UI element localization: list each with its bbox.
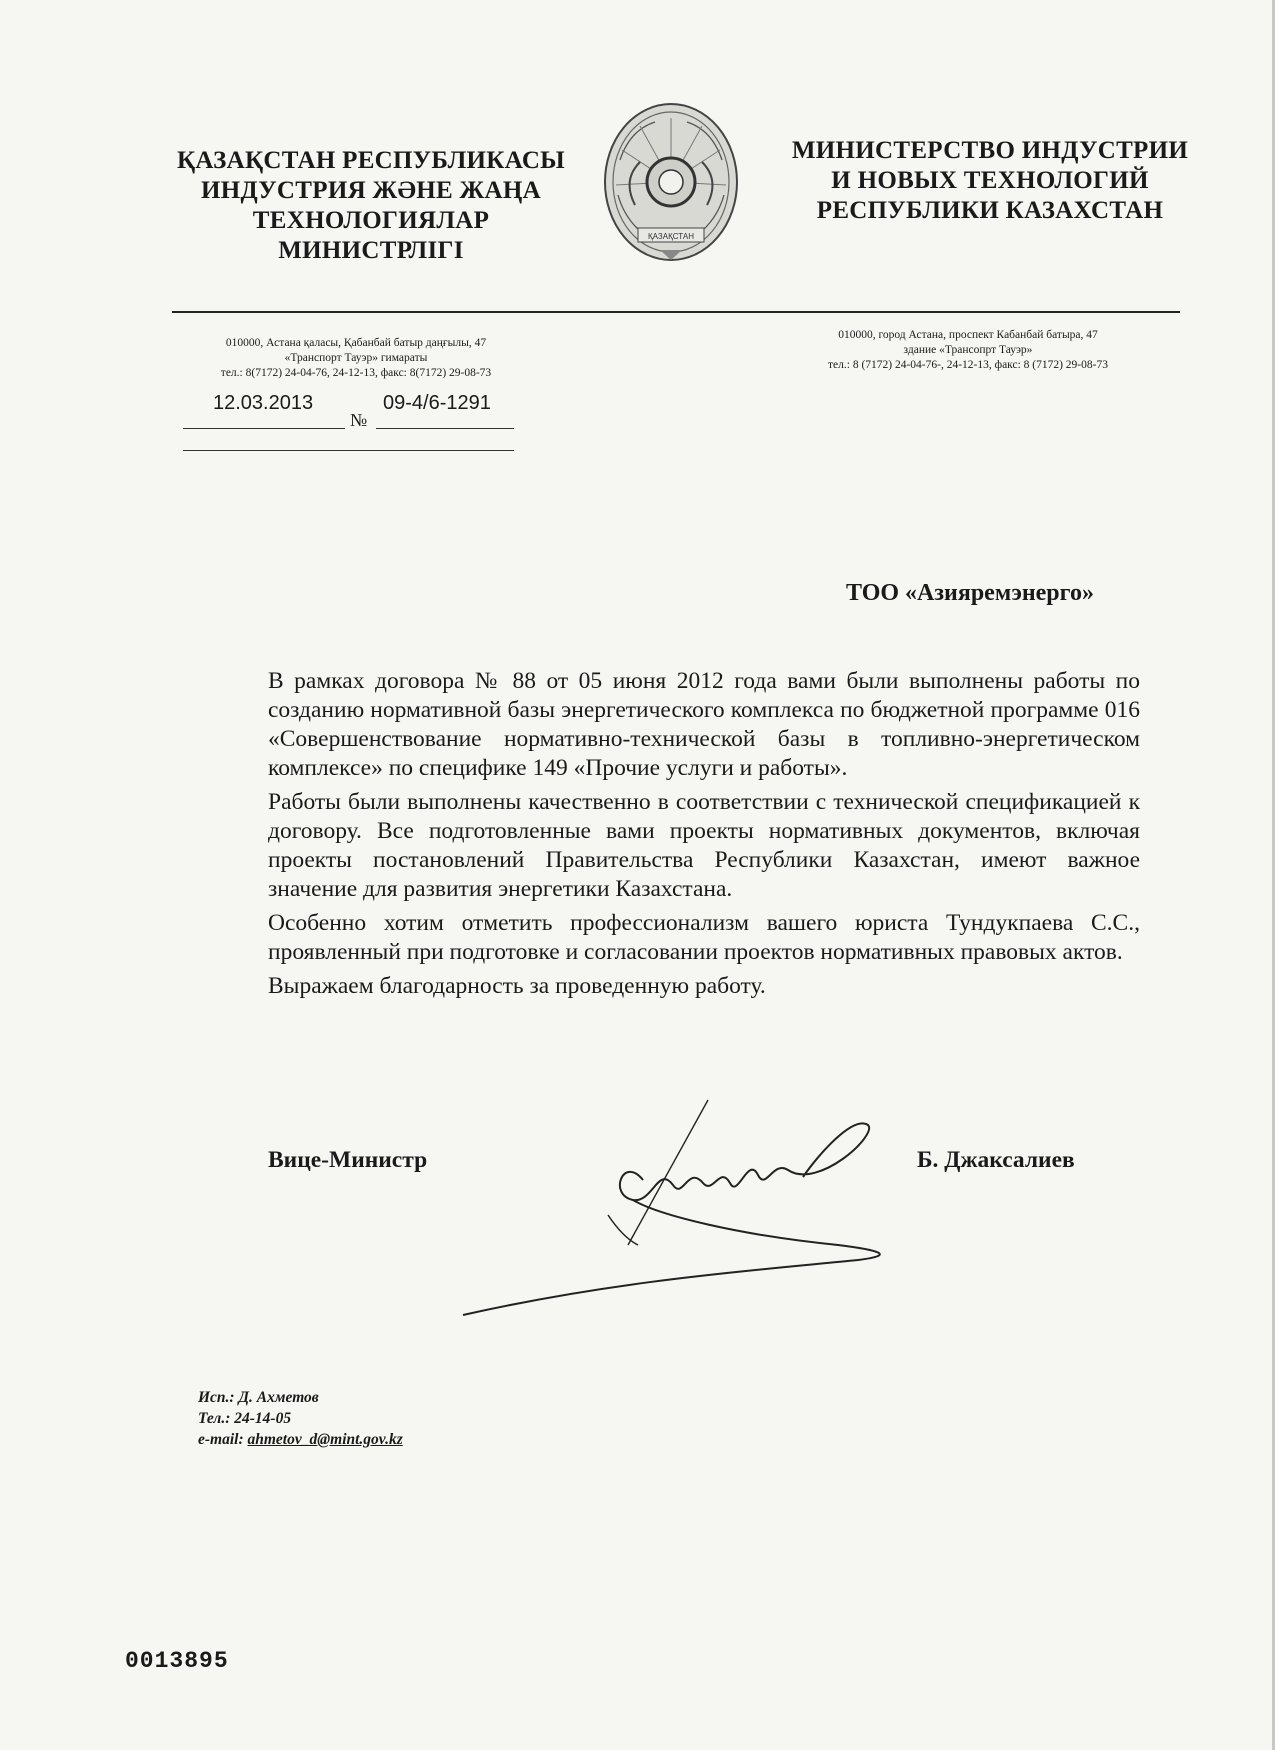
address-russian-line-3: тел.: 8 (7172) 24-04-76-, 24-12-13, факс: 8 (7172) 29-08-73 — [828, 359, 1108, 371]
address-kazakh-line-1: 010000, Астана қаласы, Қабанбай батыр даңғылы, 47 — [225, 337, 487, 349]
header-divider — [172, 311, 1180, 313]
address-kazakh-line-3: тел.: 8(7172) 24-04-76, 24-12-13, факс: 8(7172) 29-08-73 — [220, 367, 492, 379]
executor-name: Исп.: Д. Ахметов — [198, 1389, 319, 1406]
header-kazakh-line-2: ИНДУСТРИЯ ЖӘНЕ ЖАҢА — [200, 177, 542, 204]
outgoing-number: 09-4/6-1291 — [383, 392, 491, 414]
executor-phone: Тел.: 24-14-05 — [198, 1410, 292, 1427]
serial-number: 0013895 — [125, 1648, 229, 1674]
signatory-title: Вице-Министр — [268, 1147, 428, 1173]
header-russian-line-2: И НОВЫХ ТЕХНОЛОГИЙ — [831, 167, 1149, 194]
body-paragraph-1: В рамках договора № 88 от 05 июня 2012 года вами были выполнены работы по созданию нормативной базы энергетического комплекса по бюджетной программе 016 «Совершенствование нормативно-технической базы в топливно-энергетическом комплексе» по специфике 149 «Прочие услуги и работы». — [268, 668, 1140, 781]
header-russian-line-1: МИНИСТЕРСТВО ИНДУСТРИИ — [791, 137, 1189, 164]
executor-email-line — [198, 1429, 403, 1450]
date-underline — [183, 428, 345, 429]
address-russian-line-1: 010000, город Астана, проспект Кабанбай батыра, 47 — [838, 329, 1098, 341]
address-russian — [778, 328, 1158, 373]
signatory-name: Б. Джаксалиев — [917, 1147, 1075, 1173]
letter-body — [268, 667, 1140, 1006]
address-kazakh-line-2: «Транспорт Тауэр» гимараты — [284, 352, 428, 364]
reference-underline — [183, 450, 514, 451]
state-emblem-icon — [600, 100, 742, 265]
address-kazakh — [176, 336, 536, 381]
email-label: e-mail: — [198, 1431, 248, 1448]
number-underline — [376, 428, 514, 429]
header-kazakh-line-1: ҚАЗАҚСТАН РЕСПУБЛИКАСЫ — [176, 147, 566, 174]
executor-block — [198, 1387, 403, 1450]
header-kazakh — [176, 146, 566, 266]
address-russian-line-2: здание «Трансопрт Тауэр» — [903, 344, 1033, 356]
header-kazakh-line-3: ТЕХНОЛОГИЯЛАР МИНИСТРЛІГІ — [252, 207, 490, 264]
outgoing-date: 12.03.2013 — [213, 392, 314, 414]
executor-email: ahmetov_d@mint.gov.kz — [247, 1431, 403, 1448]
header-russian-line-3: РЕСПУБЛИКИ КАЗАХСТАН — [816, 197, 1164, 224]
number-sign: № — [350, 410, 368, 430]
svg-text:ҚАЗАҚСТАН: ҚАЗАҚСТАН — [648, 232, 694, 241]
handwritten-signature — [458, 1095, 1058, 1325]
body-paragraph-2: Работы были выполнены качественно в соответствии с технической спецификацией к договору. Все подготовленные вами проекты нормативных документов, включая проекты постановлений Правительства Республики Казахстан, имеют важное значение для развития энергетики Казахстана. — [268, 789, 1140, 902]
addressee: ТОО «Азияремэнерго» — [846, 580, 1094, 606]
body-paragraph-3: Особенно хотим отметить профессионализм вашего юриста Тундукпаева С.С., проявленный при подготовке и согласовании проектов нормативных правовых актов. — [268, 910, 1140, 965]
header-russian — [790, 136, 1190, 226]
body-paragraph-4: Выражаем благодарность за проведенную работу. — [268, 973, 766, 999]
